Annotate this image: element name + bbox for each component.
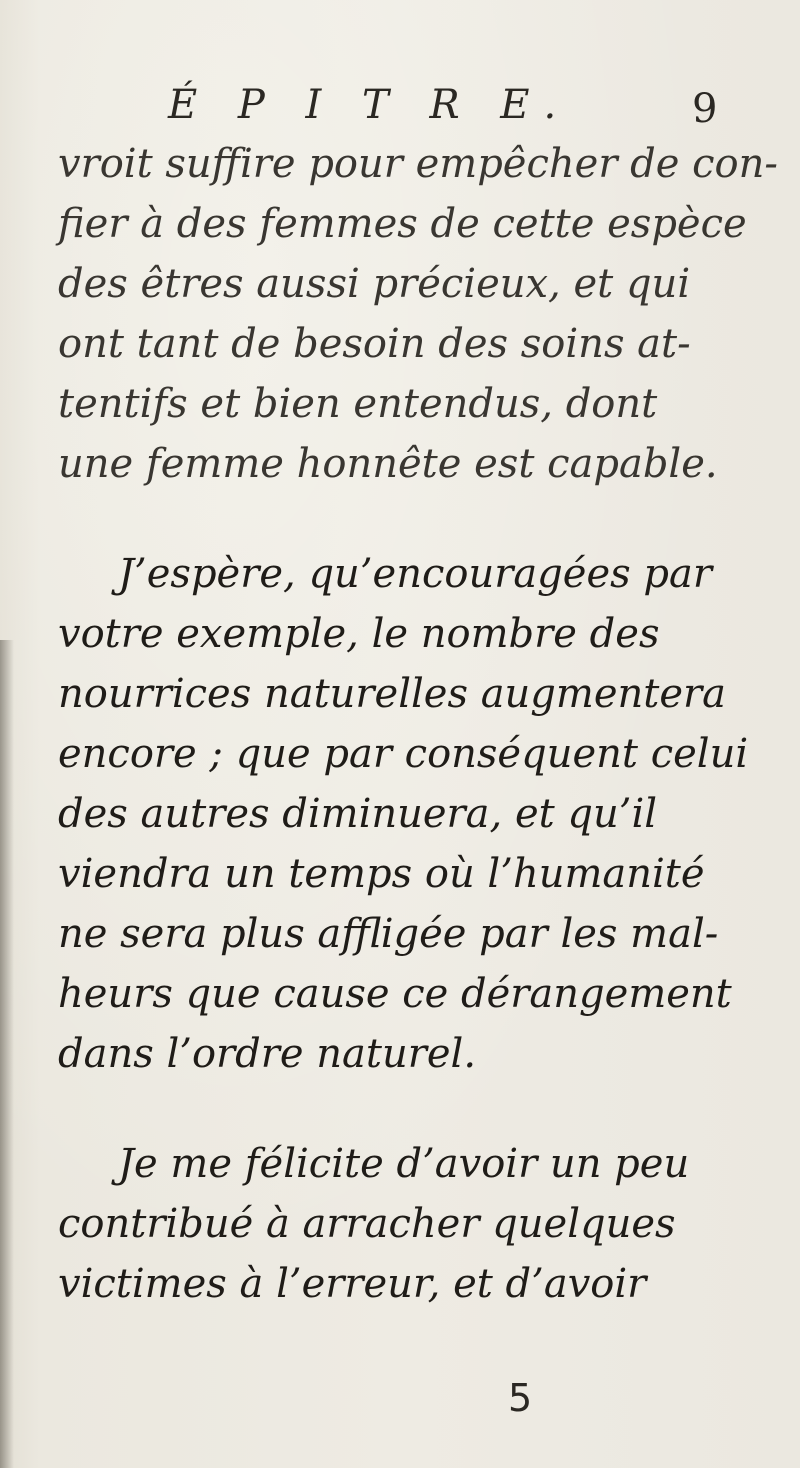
text-line: vroit suffire pour empêcher de con-	[58, 141, 778, 187]
text-line: ont tant de besoin des soins at-	[58, 321, 691, 367]
text-line: heurs que cause ce dérangement	[58, 971, 732, 1017]
signature-mark: 5	[508, 1376, 533, 1420]
paragraph-start: J’espère, qu’encouragées par	[118, 551, 712, 597]
text-line: nourrices naturelles augmentera	[58, 671, 726, 717]
text-line: ne sera plus affligée par les mal-	[58, 911, 719, 957]
page-header	[0, 82, 800, 132]
page-number: 9	[692, 86, 718, 132]
paragraph-start: Je me félicite d’avoir un peu	[118, 1141, 690, 1187]
text-line: dans l’ordre naturel.	[58, 1031, 477, 1077]
gutter-shadow	[0, 640, 14, 1468]
text-line: votre exemple, le nombre des	[58, 611, 660, 657]
text-line: des autres diminuera, et qu’il	[58, 791, 658, 837]
text-line: tentifs et bien entendus, dont	[58, 381, 658, 427]
text-line: fier à des femmes de cette espèce	[58, 201, 747, 247]
text-line: une femme honnête est capable.	[58, 441, 718, 487]
text-line: contribué à arracher quelques	[58, 1201, 676, 1247]
running-title: É P I T R E.	[168, 82, 571, 128]
text-line: des êtres aussi précieux, et qui	[58, 261, 691, 307]
text-line: viendra un temps où l’humanité	[58, 851, 705, 897]
text-line: victimes à l’erreur, et d’avoir	[58, 1261, 647, 1307]
text-line: encore ; que par conséquent celui	[58, 731, 749, 777]
